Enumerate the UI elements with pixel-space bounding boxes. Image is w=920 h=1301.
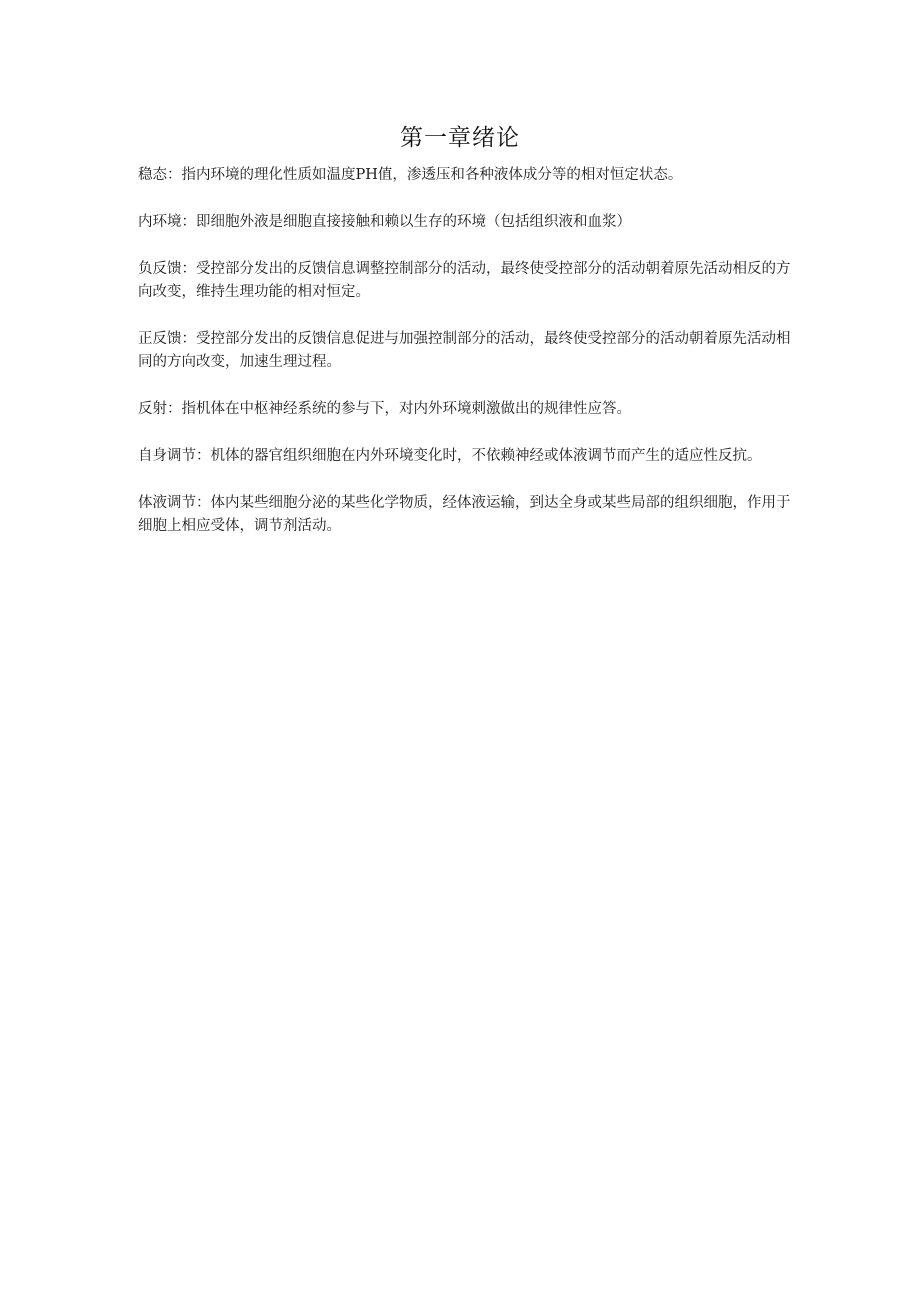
definition-negative-feedback: 负反馈：受控部分发出的反馈信息调整控制部分的活动，最终使受控部分的活动朝着原先活动相反的方向改变，维持生理功能的相对恒定。 xyxy=(138,261,791,300)
definition-reflex: 反射：指机体在中枢神经系统的参与下，对内外环境刺激做出的规律性应答。 xyxy=(138,401,631,417)
definition-internal-environment: 内环境：即细胞外液是细胞直接接触和赖以生存的环境（包括组织液和血浆） xyxy=(138,214,631,230)
definition-positive-feedback: 正反馈：受控部分发出的反馈信息促进与加强控制部分的活动，最终使受控部分的活动朝着原先活动相同的方向改变，加速生理过程。 xyxy=(138,331,791,370)
definition-autoregulation: 自身调节：机体的器官组织细胞在内外环境变化时，不依赖神经或体液调节而产生的适应性反抗。 xyxy=(138,448,762,464)
chapter-title: 第一章绪论 xyxy=(400,125,520,151)
definition-list xyxy=(138,164,798,562)
definition-homeostasis: 稳态：指内环境的理化性质如温度PH值，渗透压和各种液体成分等的相对恒定状态。 xyxy=(138,167,683,183)
definition-humoral-regulation: 体液调节：体内某些细胞分泌的某些化学物质，经体液运输，到达全身或某些局部的组织细胞，作用于细胞上相应受体，调节剂活动。 xyxy=(138,495,791,534)
